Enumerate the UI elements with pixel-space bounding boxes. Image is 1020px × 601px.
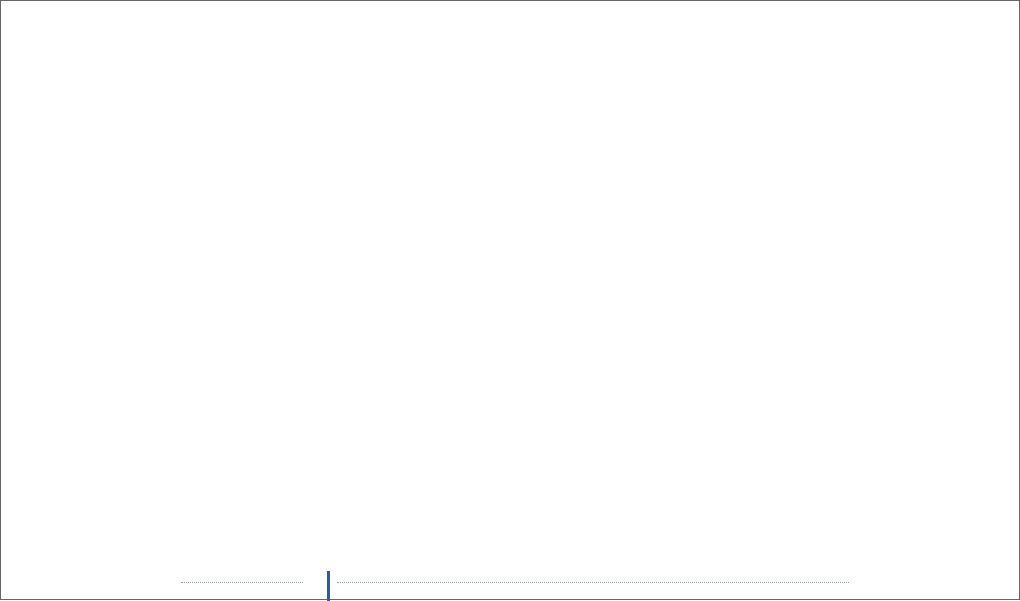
footer-dots-2 bbox=[337, 582, 849, 583]
footer-marker-bar bbox=[327, 571, 330, 601]
footer-dots bbox=[181, 582, 303, 583]
spiral-binding bbox=[1, 263, 1020, 335]
